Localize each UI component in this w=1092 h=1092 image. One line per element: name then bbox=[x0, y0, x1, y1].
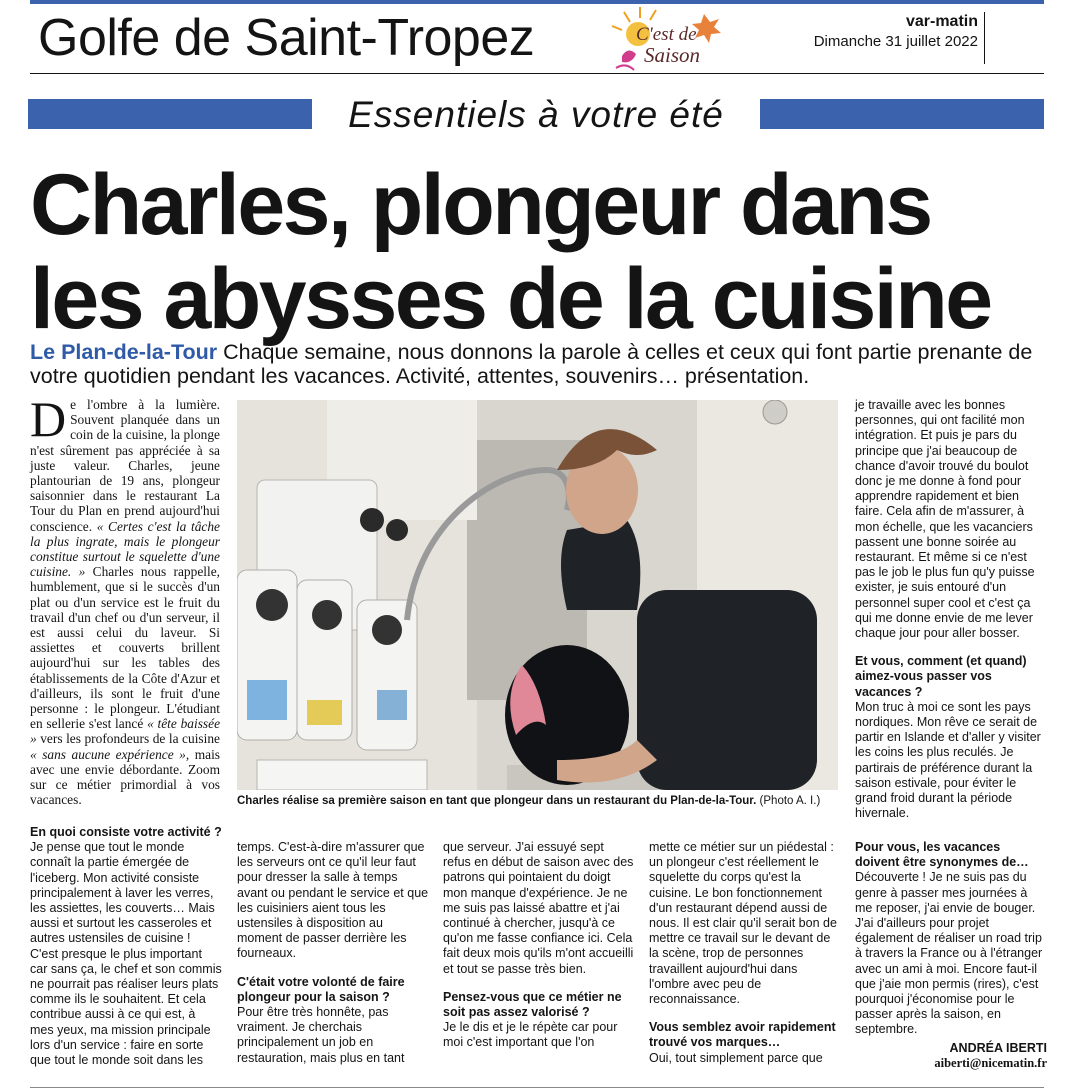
answer-choice: Pour être très honnête, pas vraiment. Je cherchais principalement un job en restauration, mais plus en tant bbox=[237, 1005, 405, 1065]
column-5 bbox=[855, 840, 1047, 1071]
logo-text-2: Saison bbox=[644, 43, 701, 67]
publication-date: Dimanche 31 juillet 2022 bbox=[813, 33, 978, 50]
question-synonyms: Pour vous, les vacances doivent être synonymes de… bbox=[855, 840, 1029, 870]
bottom-rule bbox=[30, 1087, 1044, 1088]
right-column-top bbox=[855, 398, 1047, 821]
headline-line-2: les abysses de la cuisine bbox=[30, 251, 991, 347]
column-4 bbox=[649, 840, 841, 1066]
answer-activity: Je pense que tout le monde connaît la partie émergée de l'iceberg. Mon activité consiste principalement à laver les verres, les assiettes, les couverts… Mais aussi et surtout les casseroles et autres ustensiles de cuisine ! C'est presque le plus important car sans ça, le chef et son commis ne pourrait pas réaliser leurs plats comme ils le souhaitent. Et cela contribue aussi à ce qui est, à mes yeux, ma mission principale lors d'un service : faire en sorte que tout le monde soit dans les bbox=[30, 840, 222, 1068]
answer-synonyms: Découverte ! Je ne suis pas du genre à passer mes journées à me reposer, j'ai envie de bouger. J'ai d'ailleurs pour projet également de réaliser un road trip à travers la France ou à l'étranger avec un ami à moi. Encore faut-il que j'aie mon permis (rires), c'est pourquoi j'économise pour le passer après la saison, en septembre. bbox=[855, 870, 1043, 1037]
masthead bbox=[800, 12, 978, 52]
intro-part-1: e l'ombre à la lumière. Souvent planquée dans un coin de la cuisine, la plonge n'est sûrement pas appréciée à sa juste valeur. Charles, jeune plantourian de 19 ans, plongeur saisonnier dans le restaurant La Tour du Plan en prend aujourd'hui conscience. bbox=[30, 397, 220, 534]
masthead-divider bbox=[984, 12, 985, 64]
question-activity: En quoi consiste votre activité ? bbox=[30, 825, 222, 839]
author-email[interactable]: aiberti@nicematin.fr bbox=[934, 1055, 1047, 1070]
intro-quote-2: « tête baissée » bbox=[30, 716, 221, 747]
photo-credit: (Photo A. I.) bbox=[759, 795, 821, 807]
intro-quote-3: « sans aucune expérience » bbox=[30, 746, 186, 762]
standfirst-text: Chaque semaine, nous donnons la parole à celles et ceux qui font partie prenante de votre quotidien pendant les vacances. Activité, attentes, souvenirs… présentation. bbox=[30, 340, 1033, 388]
answer-text: je travaille avec les bonnes personnes, qui ont facilité mon intégration. Et puis je pars du principe que j'ai beaucoup de chance d'avoir trouvé du boulot donc je me donne à fond pour apprendre rapidement et bien faire. Cela afin de m'assurer, à mon échelle, que les vacanciers passent une bonne soirée au restaurant. Et même si ce n'est pas le job le plus fun qu'y puisse exister, je suis entouré d'un personnel super cool et c'est ça qui me donne envie de me lever chaque jour pour aller bosser. bbox=[855, 398, 1035, 641]
paper-name: var-matin bbox=[905, 13, 978, 30]
intro-part-3: vers les profondeurs de la cuisine bbox=[36, 731, 220, 747]
standfirst bbox=[30, 340, 1060, 388]
answer-settled: Oui, tout simplement parce que bbox=[649, 1050, 823, 1065]
answer-vacations: Mon truc à moi ce sont les pays nordiques. Mon rêve ce serait de partir en Islande et d'aller y visiter les coins les plus reculés. Je partirais de préférence durant la saison estivale, pour éviter le grand froid durant la période hivernale. bbox=[855, 699, 1041, 821]
intro-part-2: Charles nous rappelle, humblement, que si le succès d'un plat ou d'un service est le fruit du travail d'un chef ou d'un serveur, il est aussi celui du laveur. Si assiettes et couverts brillent aujourd'hui sur les tables des établissements de la Côte d'Azur et d'ailleurs, ils sont le fruit d'une personne : le plongeur. L'étudiant en sellerie s'est lancé bbox=[30, 564, 220, 732]
section-title: Golfe de Saint-Tropez bbox=[38, 9, 535, 67]
drop-cap: D bbox=[30, 391, 67, 447]
caption-text: Charles réalise sa première saison en tant que plongeur dans un restaurant du Plan-de-la-Tour. bbox=[237, 795, 757, 807]
author-name: ANDRÉA IBERTI bbox=[949, 1040, 1047, 1055]
question-choice: C'était votre volonté de faire plongeur pour la saison ? bbox=[237, 974, 405, 1004]
kicker-band-left bbox=[28, 99, 312, 129]
question-settled: Vous semblez avoir rapidement trouvé vos marques… bbox=[649, 1020, 836, 1050]
column-1 bbox=[30, 825, 222, 1068]
answer-valued: Je le dis et je le répète car pour moi c'est important que l'on bbox=[443, 1020, 618, 1050]
question-valued: Pensez-vous que ce métier ne soit pas assez valorisé ? bbox=[443, 989, 622, 1020]
dateline-place: Le Plan-de-la-Tour bbox=[30, 340, 218, 364]
photo-caption bbox=[237, 794, 857, 808]
cest-de-saison-logo bbox=[608, 4, 728, 76]
column-2 bbox=[237, 840, 429, 1066]
headline-line-1: Charles, plongeur dans bbox=[30, 157, 931, 253]
question-vacations: Et vous, comment (et quand) aimez-vous passer vos vacances ? bbox=[855, 654, 1027, 699]
headline bbox=[30, 158, 1070, 346]
header-rule bbox=[30, 73, 1044, 74]
answer-activity-cont: temps. C'est-à-dire m'assurer que les serveurs ont ce qu'il leur faut pour dresser la salle à temps avant ou pendant le service et que les cuisiniers aient tous les ustensiles à disposition au moment de passer derrière les fourneaux. bbox=[237, 840, 429, 961]
top-rule bbox=[30, 0, 1044, 4]
kitchen-photo bbox=[237, 400, 838, 790]
column-3 bbox=[443, 840, 635, 1051]
intro-part-4: , mais avec une envie débordante. Zoom sur ce métier primordial à vos vacances. bbox=[30, 746, 220, 808]
kicker-band-right bbox=[760, 99, 1044, 129]
intro-text bbox=[30, 391, 221, 808]
intro-quote-1: « Certes c'est la tâche la plus ingrate, mais le plongeur constitue surtout le squelette d'une cuisine. » bbox=[30, 518, 220, 580]
answer-choice-cont: que serveur. J'ai essuyé sept refus en début de saison avec des patrons qui pointaient du doigt mon manque d'expérience. Je ne me suis pas laissé abattre et j'ai continué à chercher, jusqu'à ce qu'on me fasse confiance ici. Cela fait deux mois qu'ils m'ont accueilli et tout se passe très bien. bbox=[443, 840, 634, 976]
answer-valued-cont: mette ce métier sur un piédestal : un plongeur c'est réellement le squelette du corps qu'est la cuisine. Le bon fonctionnement d'un restaurant dépend aussi de nous. Il est clair qu'il serait bon de mettre ce travail sur le devant de la scène, trop de personnes travaillent aujourd'hui dans l'ombre avec peu de reconnaissance. bbox=[649, 840, 837, 1007]
kicker: Essentiels à votre été bbox=[348, 94, 724, 135]
logo-text-1: C'est de bbox=[636, 24, 697, 45]
